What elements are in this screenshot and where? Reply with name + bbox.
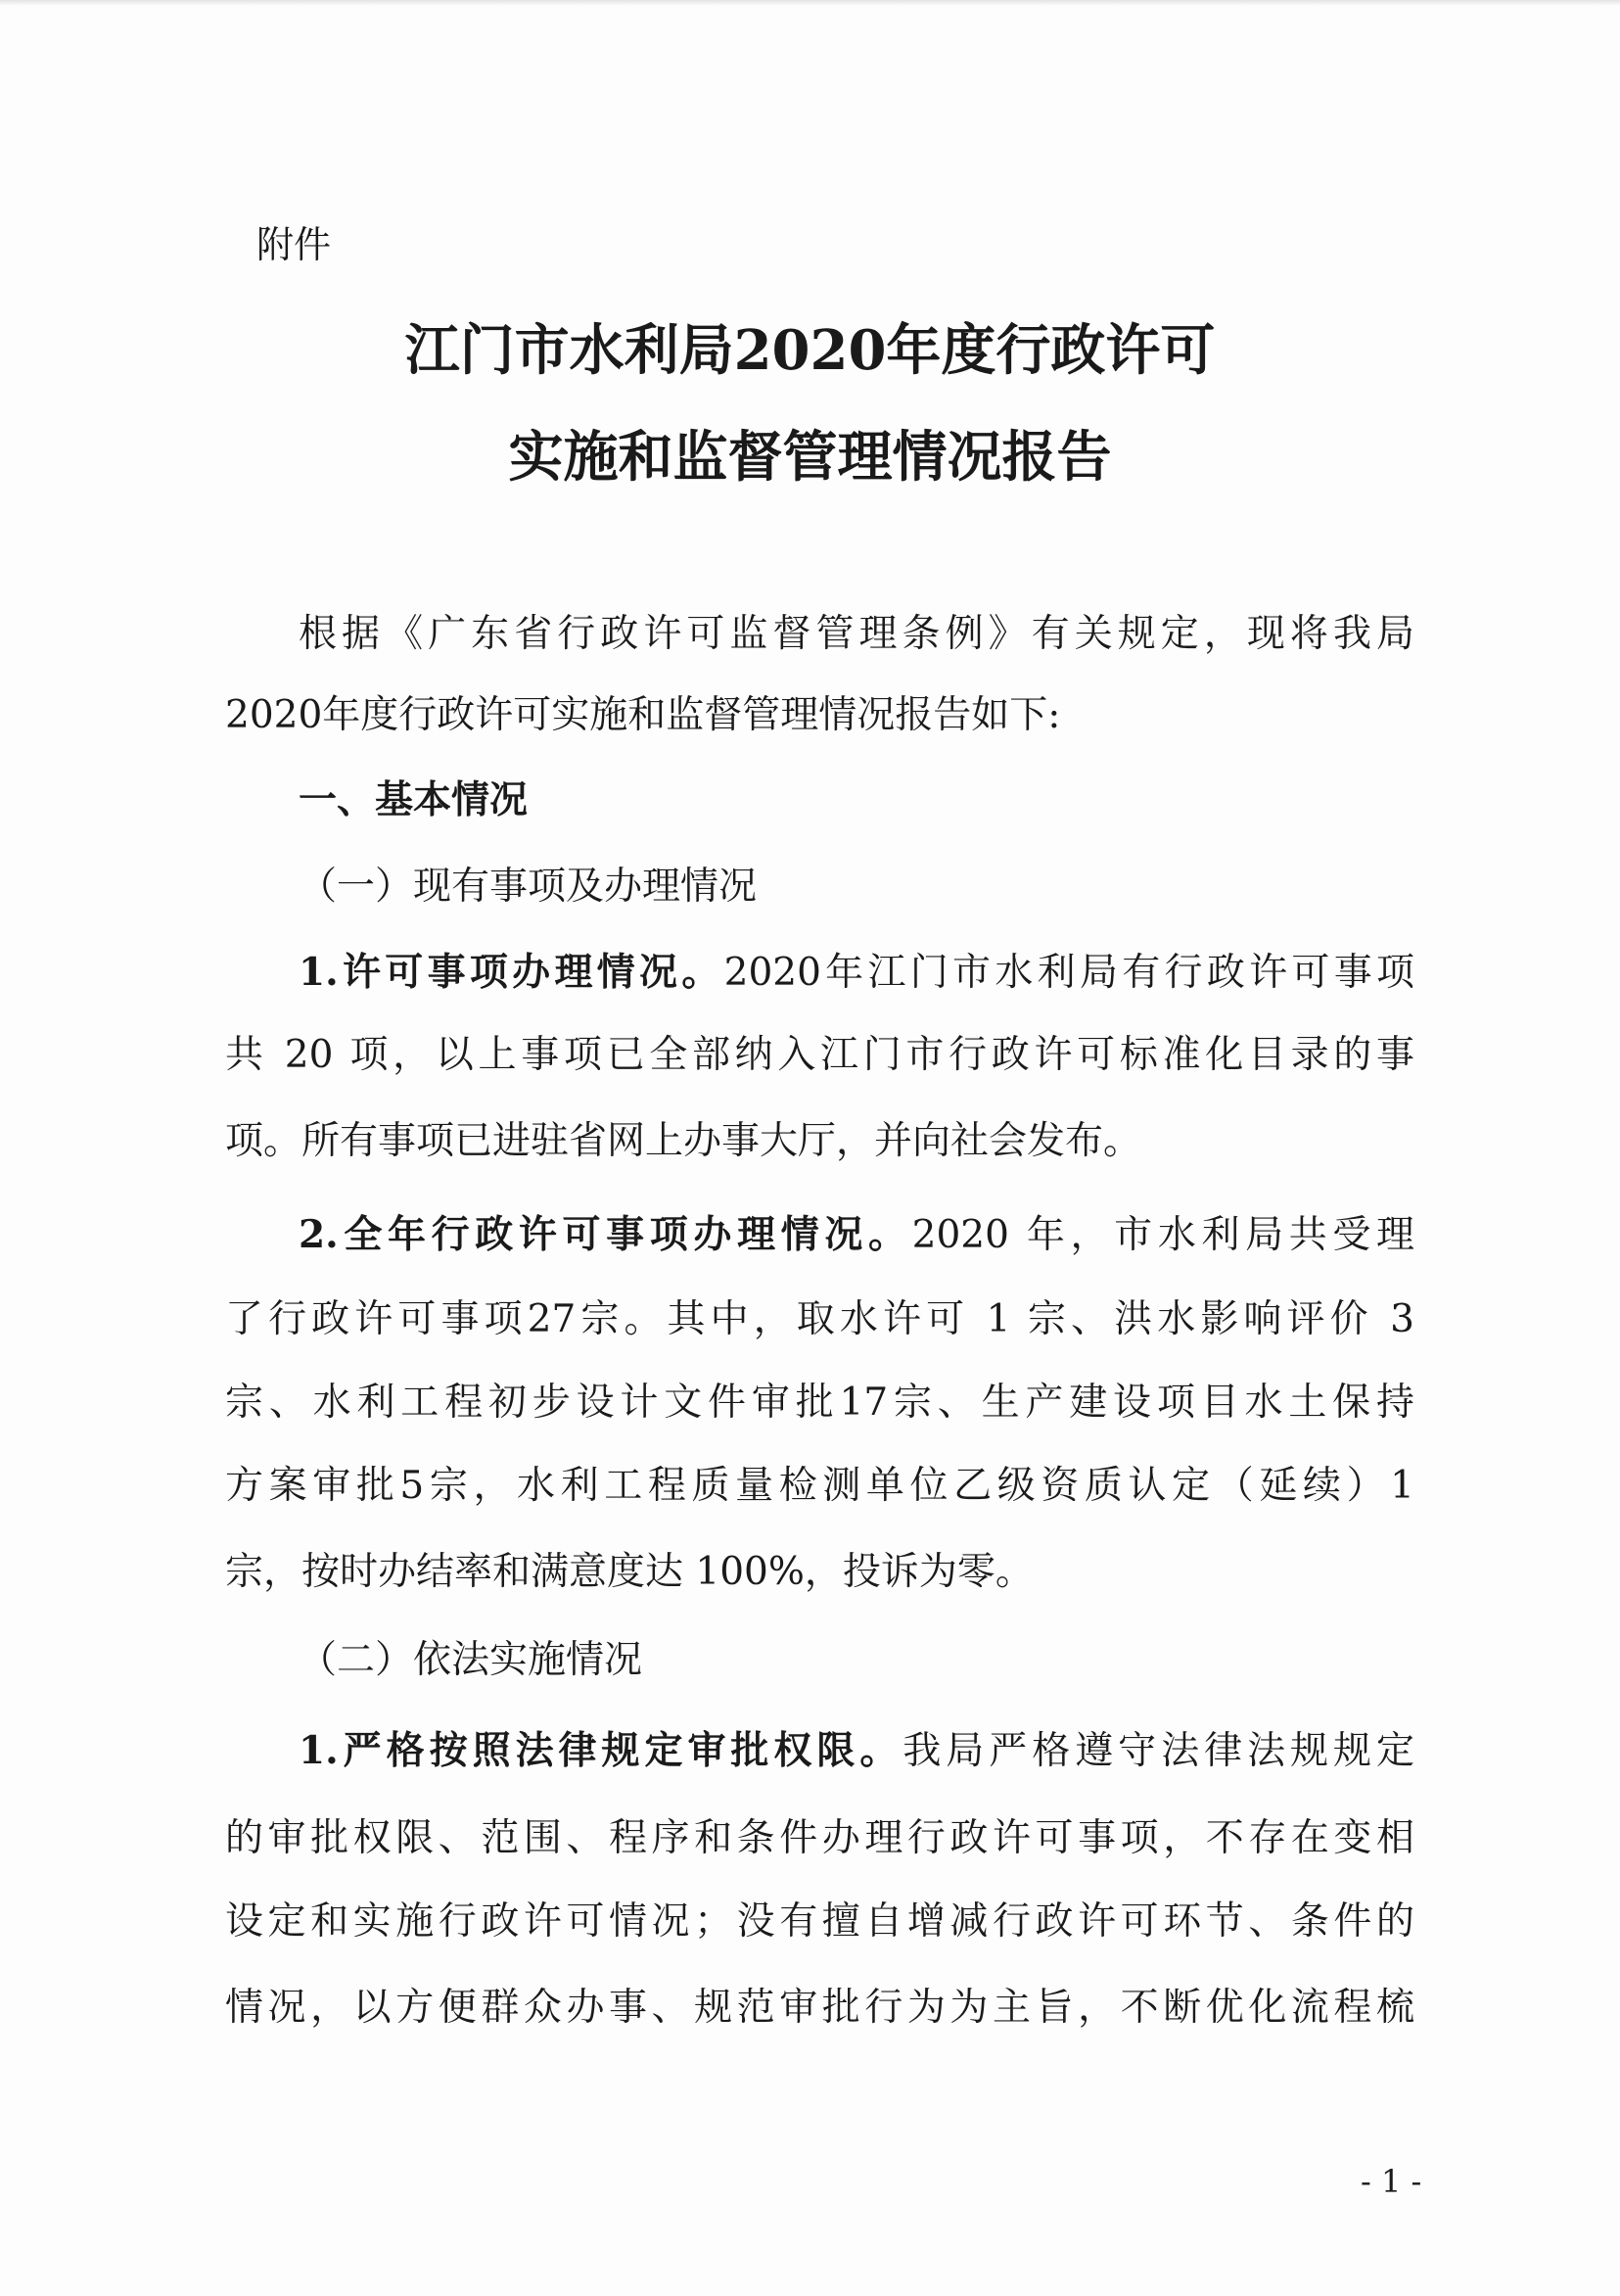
item2-text: 2020 年，市水利局共受理 bbox=[911, 1213, 1414, 1257]
item3-line-2: 的审批权限、范围、程序和条件办理行政许可事项，不存在变相 bbox=[225, 1816, 1414, 1860]
attachment-label: 附件 bbox=[256, 223, 332, 266]
subsection-heading-items: （一）现有事项及办理情况 bbox=[299, 865, 758, 909]
item1-line-3: 项。所有事项已进驻省网上办事大厅，并向社会发布。 bbox=[225, 1119, 1142, 1163]
item1-text: 2020年江门市水利局有行政许可事项 bbox=[723, 951, 1414, 995]
item1-line-2: 共 20 项，以上事项已全部纳入江门市行政许可标准化目录的事 bbox=[225, 1033, 1414, 1077]
subsection-heading-implementation: （二）依法实施情况 bbox=[299, 1638, 643, 1682]
intro-line-1: 根据《广东省行政许可监督管理条例》有关规定，现将我局 bbox=[299, 612, 1414, 656]
section-heading-basic: 一、基本情况 bbox=[299, 778, 529, 822]
item2-line-4: 方案审批5宗，水利工程质量检测单位乙级资质认定（延续）1 bbox=[225, 1464, 1414, 1508]
document-title-line-2: 实施和监督管理情况报告 bbox=[508, 425, 1112, 490]
item3-line-1 bbox=[299, 1723, 1414, 1779]
item2-line-1 bbox=[299, 1207, 1414, 1263]
document-title-line-1: 江门市水利局2020年度行政许可 bbox=[404, 318, 1216, 383]
item3-text: 我局严格遵守法律法规规定 bbox=[903, 1729, 1414, 1773]
item3-heading: 1.严格按照法律规定审批权限。 bbox=[299, 1728, 903, 1773]
page-number: - 1 - bbox=[1361, 2163, 1422, 2200]
item2-line-2: 了行政许可事项27宗。其中，取水许可 1 宗、洪水影响评价 3 bbox=[225, 1297, 1414, 1341]
item1-heading: 1.许可事项办理情况。 bbox=[299, 950, 724, 995]
item2-line-5: 宗，按时办结率和满意度达 100%，投诉为零。 bbox=[225, 1550, 1034, 1594]
item2-heading: 2.全年行政许可事项办理情况。 bbox=[299, 1212, 912, 1257]
scan-edge bbox=[0, 0, 1620, 6]
intro-line-2: 2020年度行政许可实施和监督管理情况报告如下: bbox=[225, 693, 1061, 737]
item1-line-1 bbox=[299, 945, 1414, 1001]
item3-line-3: 设定和实施行政许可情况；没有擅自增减行政许可环节、条件的 bbox=[225, 1899, 1414, 1944]
item2-line-3: 宗、水利工程初步设计文件审批17宗、生产建设项目水土保持 bbox=[225, 1381, 1414, 1425]
item3-line-4: 情况，以方便群众办事、规范审批行为为主旨，不断优化流程梳 bbox=[225, 1986, 1414, 2030]
